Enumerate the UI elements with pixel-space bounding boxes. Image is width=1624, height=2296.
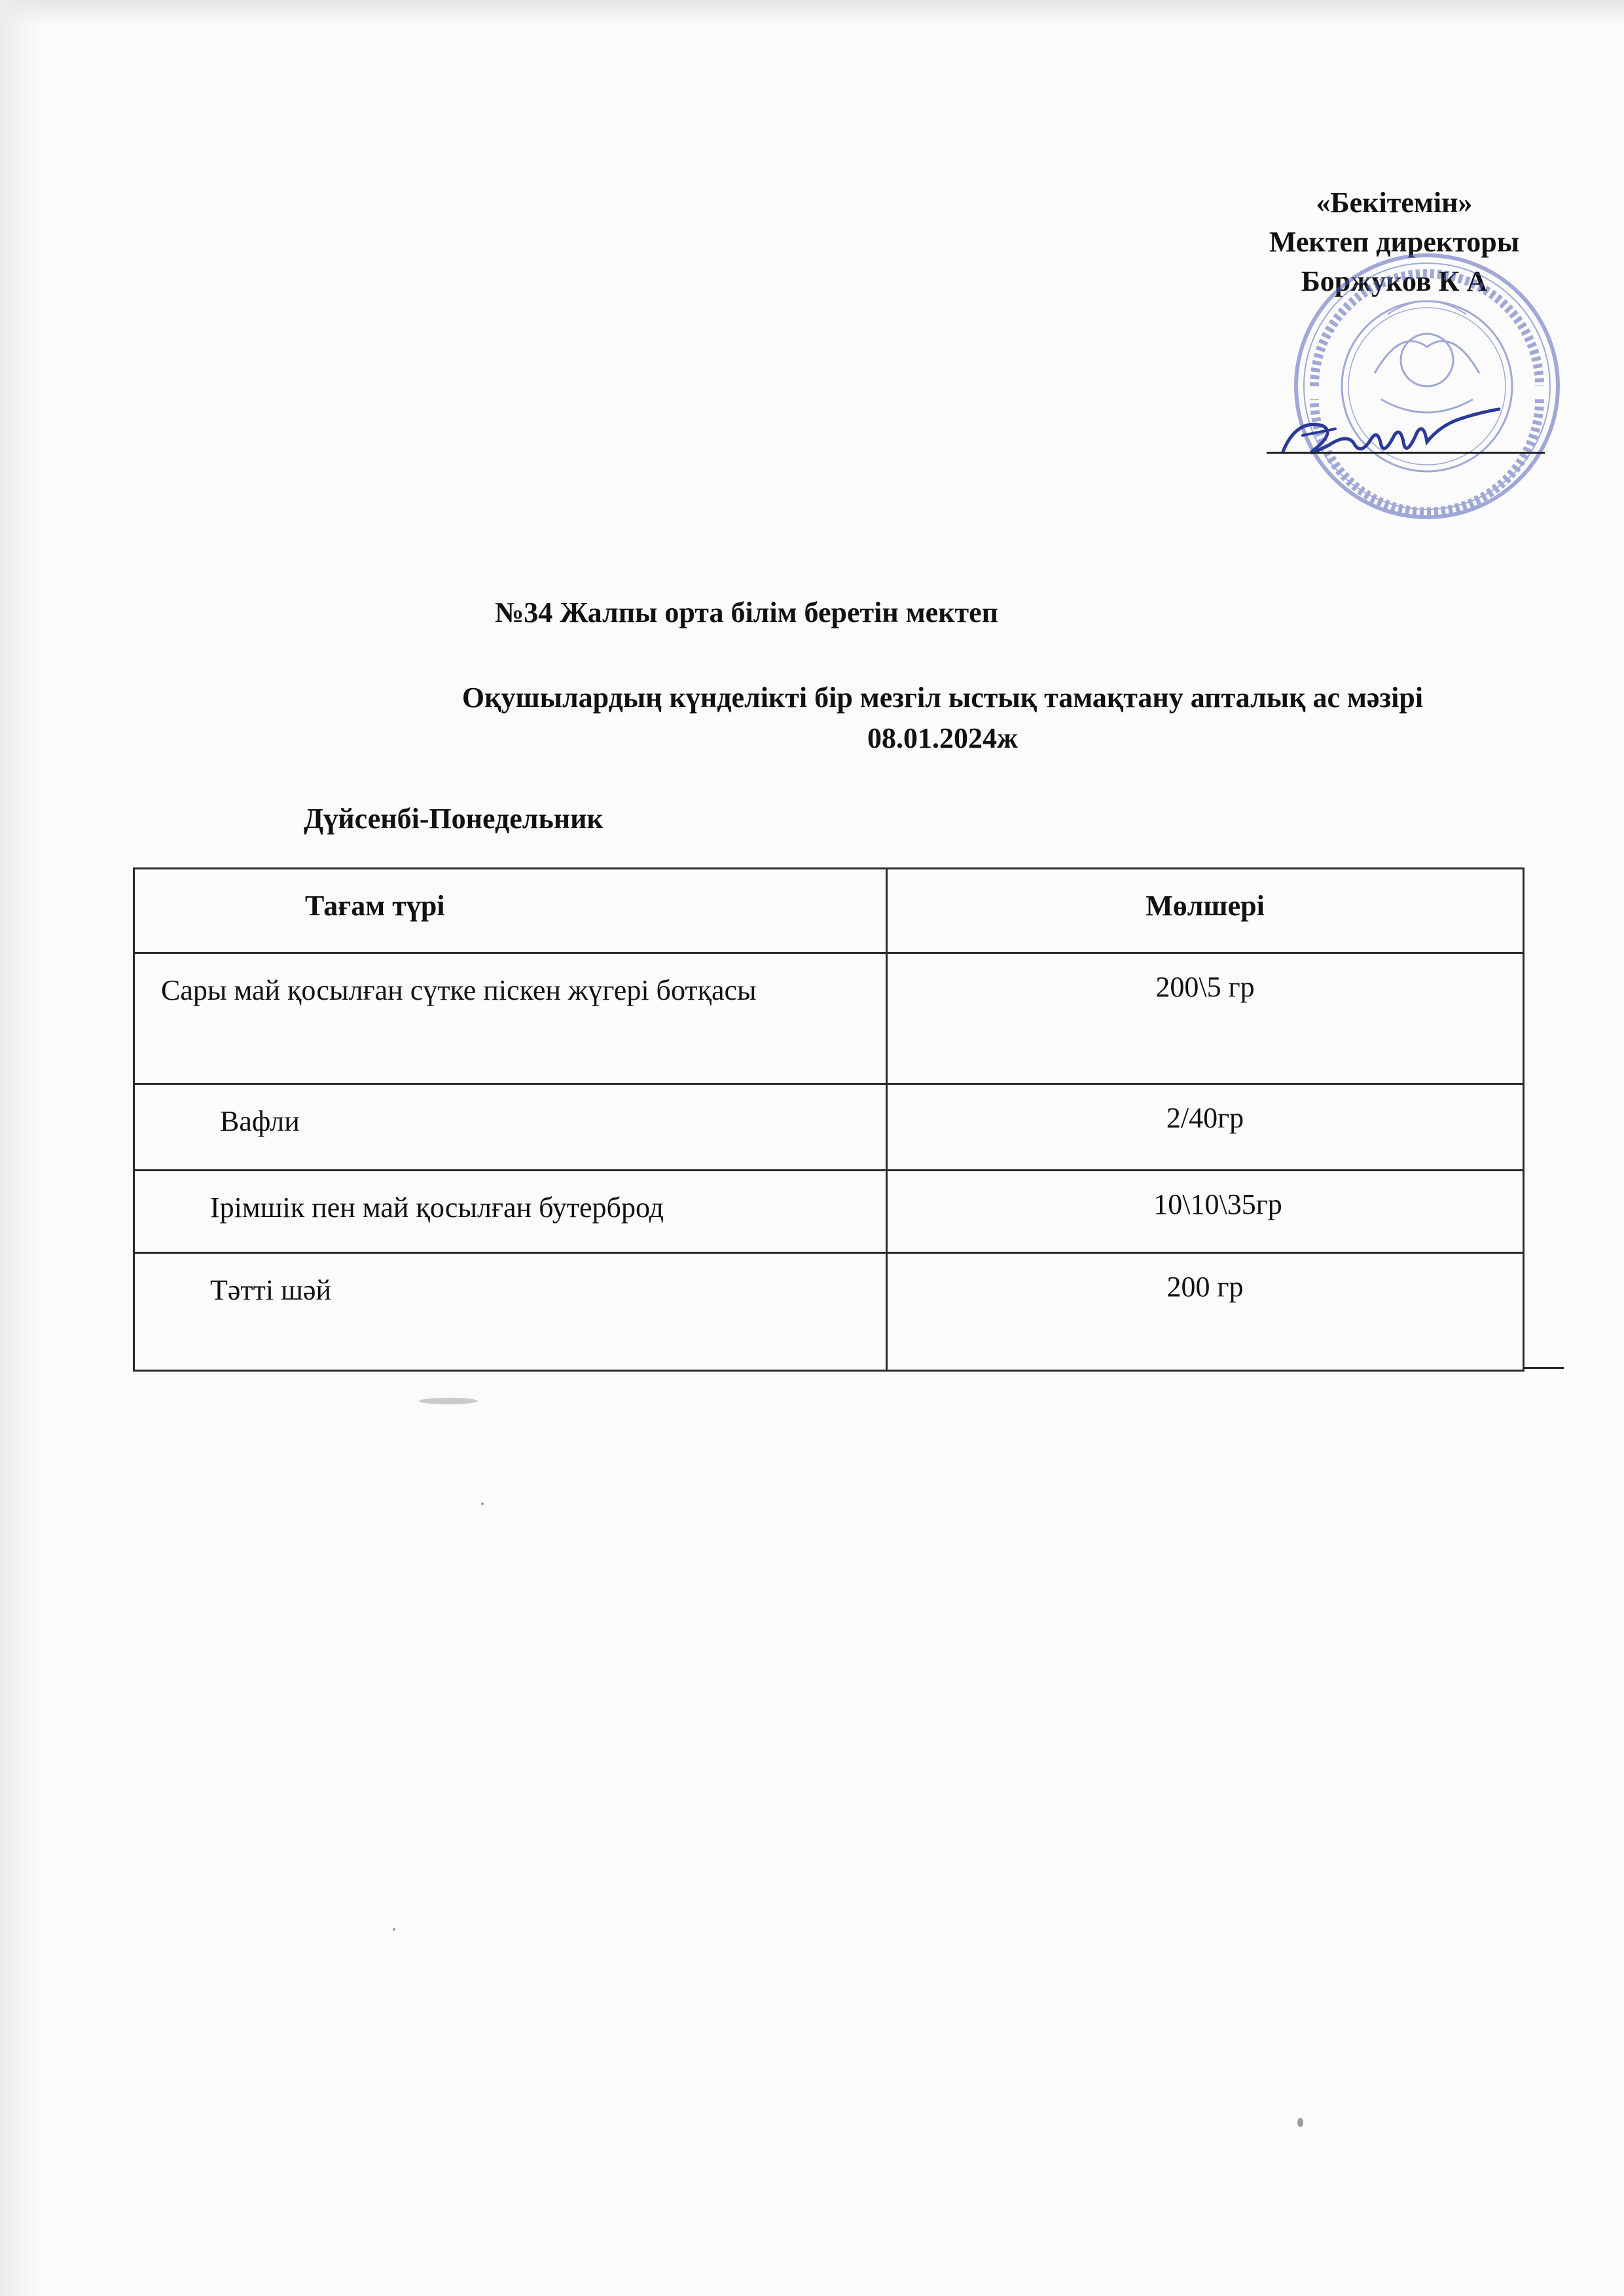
dish-amount: 10\10\35гр	[887, 1171, 1524, 1253]
approval-heading: «Бекітемін»	[1316, 187, 1473, 219]
weekday-heading: Дүйсенбі-Понедельник	[304, 803, 604, 835]
dish-name: Ірімшік пен май қосылған бутерброд	[134, 1171, 887, 1253]
dish-amount: 200 гр	[887, 1253, 1524, 1371]
scan-speck	[393, 1928, 395, 1931]
dish-name: Сары май қосылған сүтке піскен жүгері ботқасы	[134, 953, 887, 1084]
table-row	[134, 953, 1524, 1084]
scan-speck	[1297, 2118, 1303, 2127]
menu-title	[288, 678, 1597, 759]
table-row	[134, 1171, 1524, 1253]
table-row	[134, 1084, 1524, 1171]
table-border-extension	[1525, 1367, 1564, 1369]
scan-shadow-left	[0, 0, 39, 2296]
menu-date: 08.01.2024ж	[867, 722, 1018, 754]
menu-title-text: Оқушылардың күнделікті бір мезгіл ыстық тамақтану апталық ас мәзірі	[461, 682, 1424, 714]
dish-name: Тәтті шәй	[134, 1253, 887, 1371]
dish-amount: 2/40гр	[887, 1084, 1524, 1171]
column-header-amount: Мөлшері	[887, 869, 1524, 953]
column-header-dish: Тағам түрі	[134, 869, 887, 953]
menu-table	[133, 867, 1525, 1372]
school-name: №34 Жалпы орта білім беретін мектеп	[495, 596, 999, 629]
scan-shadow-top	[0, 0, 1624, 26]
table-header-row	[134, 869, 1524, 953]
dish-amount: 200\5 гр	[887, 953, 1524, 1084]
director-signature-icon	[1263, 399, 1545, 471]
scan-speck	[481, 1503, 484, 1505]
dish-name: Вафли	[134, 1084, 887, 1171]
approval-director-name: Боржуков К А	[1301, 265, 1488, 297]
approval-position: Мектеп директоры	[1269, 226, 1520, 258]
official-seal-icon	[1290, 249, 1564, 524]
table-row	[134, 1253, 1524, 1371]
scan-speck	[419, 1398, 478, 1404]
signature-line	[1267, 452, 1545, 454]
